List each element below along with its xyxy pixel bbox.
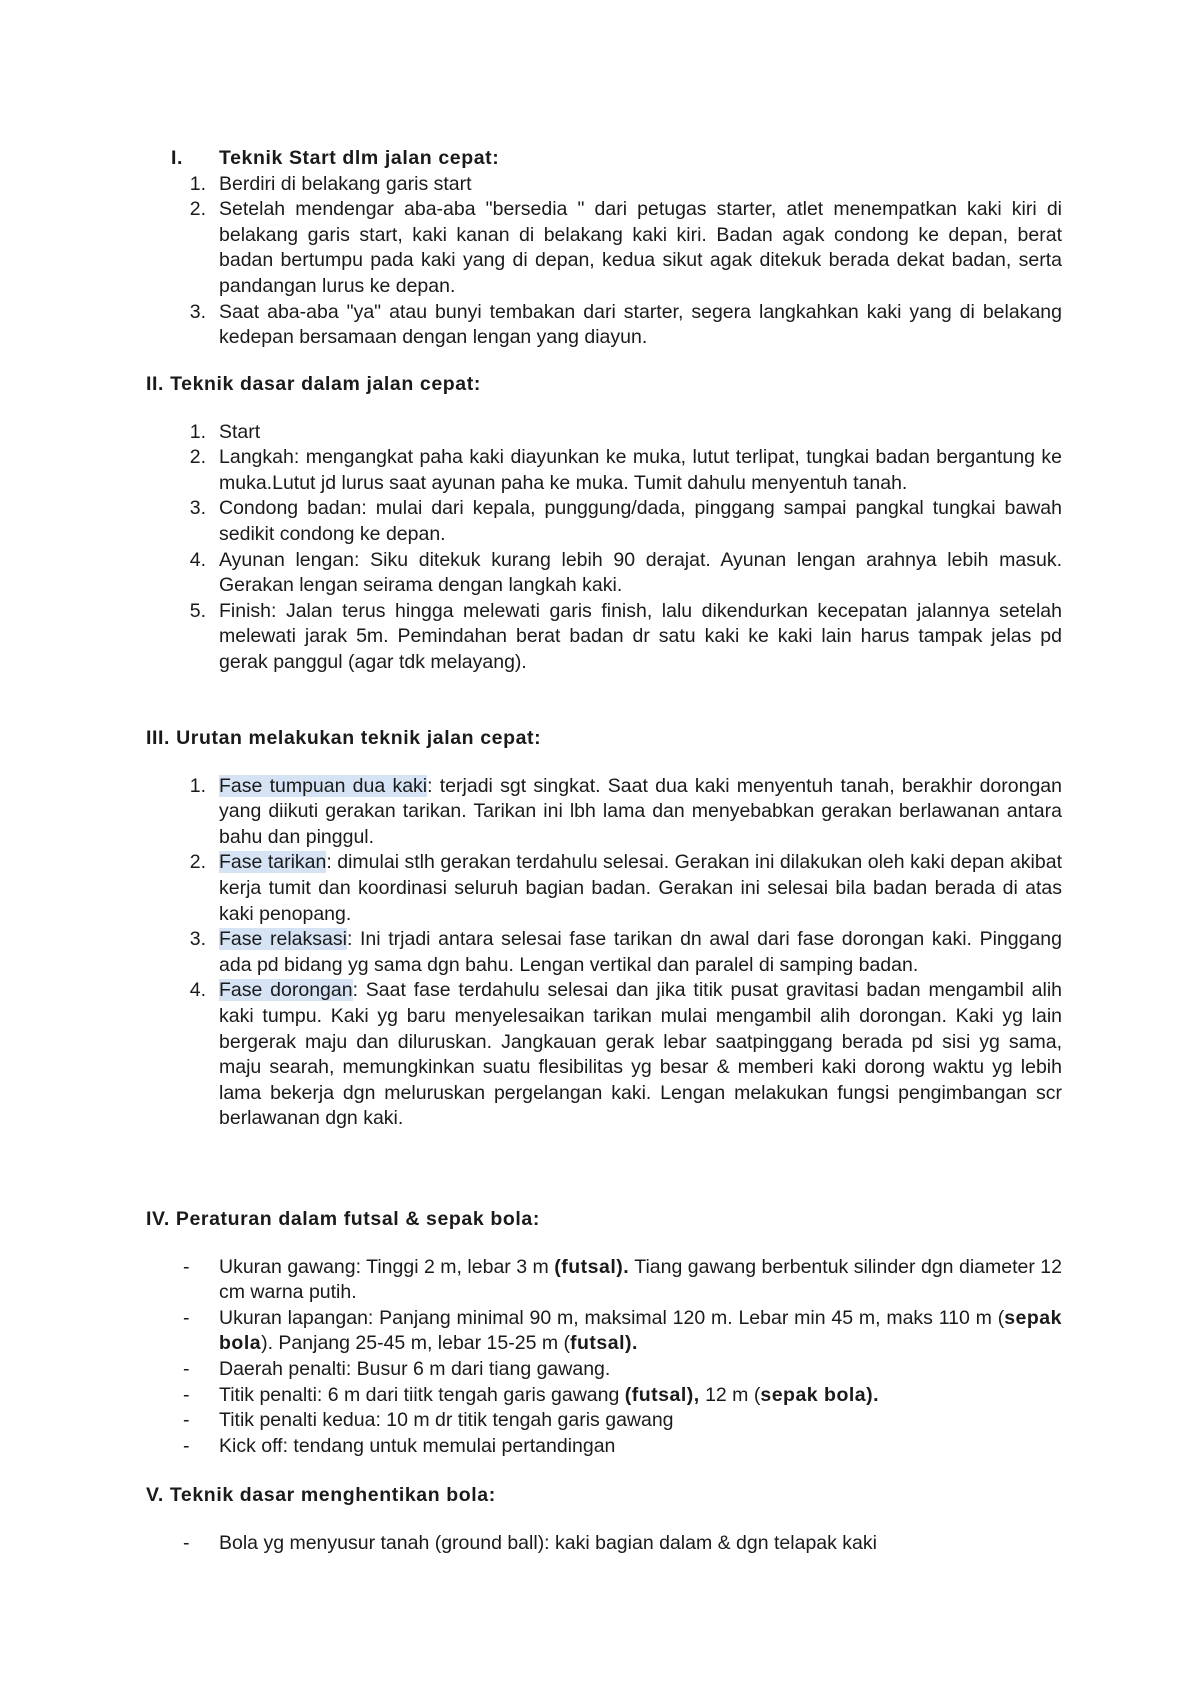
- item-text: Setelah mendengar aba-aba "bersedia " dari petugas starter, atlet menempatkan kaki kiri di belakang garis start, kaki kanan di belakang kaki kiri. Badan agak condong ke depan, berat badan bertumpu pada kaki yang di depan, kedua sikut agak ditekuk berada dekat badan, serta pandangan lurus ke depan.: [219, 198, 1062, 297]
- section-5: [146, 1483, 1062, 1556]
- item-text: [219, 978, 1062, 1132]
- section-3-title: III. Urutan melakukan teknik jalan cepat:: [146, 727, 542, 749]
- section-2-list: [146, 420, 1062, 676]
- item-number: 3.: [189, 300, 206, 323]
- section-1-heading: [146, 146, 1062, 172]
- section-4: [146, 1207, 1062, 1459]
- dash-bullet: -: [183, 1434, 190, 1457]
- list-item: [146, 927, 1062, 978]
- item-text: Daerah penalti: Busur 6 m dari tiang gawang.: [219, 1357, 611, 1380]
- section-1-number: I.: [171, 147, 184, 169]
- list-item: [146, 599, 1062, 676]
- item-body: : Saat fase terdahulu selesai dan jika titik pusat gravitasi badan mengambil alih kaki tumpu. Kaki yg baru menyelesaikan tarikan mulai mengambil alih dorongan. Kaki yg lain bergerak maju dan diluruskan. Jangkauan gerak lebar saatpinggang berada pd sisi yg sama, maju searah, memungkinkan suatu flesibilitas yg besar & memberi kaki dorong waktu yg lebih lama bekerja dgn meluruskan pergelangan kaki. Lengan melakukan fungsi pengimbangan scr berlawanan dgn kaki.: [219, 979, 1062, 1130]
- list-item: [146, 1306, 1062, 1357]
- item-number: 5.: [189, 599, 206, 622]
- section-5-list: [146, 1531, 1062, 1557]
- dash-bullet: -: [183, 1255, 190, 1278]
- list-item: [146, 1531, 1062, 1557]
- highlighted-term: Fase tarikan: [219, 851, 327, 874]
- item-text: [219, 850, 1062, 927]
- item-number: 2.: [189, 446, 206, 469]
- item-number: 1.: [189, 420, 206, 443]
- item-text: Titik penalti kedua: 10 m dr titik tengah garis gawang: [219, 1409, 674, 1432]
- list-item: [146, 774, 1062, 851]
- item-text: Titik penalti: 6 m dari tiitk tengah garis gawang (futsal), 12 m (sepak bola).: [219, 1383, 880, 1406]
- list-item: [146, 172, 1062, 198]
- section-2-title: II. Teknik dasar dalam jalan cepat:: [146, 373, 481, 395]
- section-5-title: V. Teknik dasar menghentikan bola:: [146, 1484, 496, 1506]
- dash-bullet: -: [183, 1531, 190, 1554]
- dash-bullet: -: [183, 1409, 190, 1432]
- item-text: Ukuran lapangan: Panjang minimal 90 m, maksimal 120 m. Lebar min 45 m, maks 110 m (sepak bola). Panjang 25-45 m, lebar 15-25 m (futsal).: [219, 1306, 1062, 1355]
- list-item: [146, 1383, 1062, 1409]
- item-number: 2.: [189, 198, 206, 221]
- item-number: 3.: [189, 928, 206, 951]
- item-text: Langkah: mengangkat paha kaki diayunkan ke muka, lutut terlipat, tungkai badan bergantung ke muka.Lutut jd lurus saat ayunan paha ke muka. Tumit dahulu menyentuh tanah.: [219, 446, 1062, 494]
- item-text: Ukuran gawang: Tinggi 2 m, lebar 3 m (futsal). Tiang gawang berbentuk silinder dgn diameter 12 cm warna putih.: [219, 1255, 1062, 1304]
- list-item: [146, 496, 1062, 547]
- item-text: Condong badan: mulai dari kepala, punggung/dada, pinggang sampai pangkal tungkai bawah sedikit condong ke depan.: [219, 497, 1062, 545]
- item-text: [219, 774, 1062, 851]
- item-text: Ayunan lengan: Siku ditekuk kurang lebih 90 derajat. Ayunan lengan arahnya lebih masuk. Gerakan lengan seirama dengan langkah kaki.: [219, 548, 1062, 597]
- section-1-list: [146, 172, 1062, 351]
- section-1: [146, 146, 1062, 351]
- list-item: [146, 978, 1062, 1132]
- item-text: Kick off: tendang untuk memulai pertandingan: [219, 1434, 616, 1457]
- item-body: : terjadi sgt singkat. Saat dua kaki menyentuh tanah, berakhir dorongan yang diikuti gerakan tarikan. Tarikan ini lbh lama dan menyebabkan gerakan berlawanan antara bahu dan pinggul.: [219, 774, 1062, 848]
- item-body: : dimulai stlh gerakan terdahulu selesai. Gerakan ini dilakukan oleh kaki depan akibat kerja tumit dan koordinasi seluruh bagian badan. Gerakan ini selesai bila badan berada di atas kaki penopang.: [219, 851, 1062, 925]
- dash-bullet: -: [183, 1383, 190, 1406]
- item-number: 1.: [189, 774, 206, 797]
- dash-bullet: -: [183, 1357, 190, 1380]
- item-number: 1.: [189, 172, 206, 195]
- item-text: [219, 927, 1062, 978]
- item-number: 3.: [189, 497, 206, 520]
- item-number: 4.: [189, 548, 206, 571]
- list-item: [146, 1434, 1062, 1460]
- section-4-title: IV. Peraturan dalam futsal & sepak bola:: [146, 1208, 540, 1230]
- list-item: [146, 300, 1062, 351]
- item-text: Saat aba-aba "ya" atau bunyi tembakan dari starter, segera langkahkan kaki yang di belakang kedepan bersamaan dengan lengan yang diayun.: [219, 300, 1062, 349]
- list-item: [146, 445, 1062, 496]
- highlighted-term: Fase tumpuan dua kaki: [219, 774, 428, 797]
- list-item: [146, 197, 1062, 299]
- item-text: Finish: Jalan terus hingga melewati garis finish, lalu dikendurkan kecepatan jalannya setelah melewati jarak 5m. Pemindahan berat badan dr satu kaki ke kaki lain harus tampak jelas pd gerak panggul (agar tdk melayang).: [219, 599, 1062, 673]
- list-item: [146, 1357, 1062, 1383]
- list-item: [146, 850, 1062, 927]
- highlighted-term: Fase dorongan: [219, 979, 353, 1002]
- highlighted-term: Fase relaksasi: [219, 928, 347, 951]
- list-item: [146, 420, 1062, 446]
- section-2: [146, 372, 1062, 676]
- item-body: : Ini trjadi antara selesai fase tarikan dn awal dari fase dorongan kaki. Pinggang ada pd bidang yg sama dgn bahu. Lengan vertikal dan paralel di samping badan.: [219, 928, 1062, 976]
- item-text: Start: [219, 420, 261, 443]
- item-number: 2.: [189, 851, 206, 874]
- list-item: [146, 1408, 1062, 1434]
- dash-bullet: -: [183, 1306, 190, 1329]
- list-item: [146, 548, 1062, 599]
- list-item: [146, 1255, 1062, 1306]
- section-3-list: [146, 774, 1062, 1132]
- section-4-list: [146, 1255, 1062, 1460]
- item-number: 4.: [189, 979, 206, 1002]
- item-text: Bola yg menyusur tanah (ground ball): kaki bagian dalam & dgn telapak kaki: [219, 1531, 877, 1554]
- item-text: Berdiri di belakang garis start: [219, 172, 472, 195]
- section-1-title: Teknik Start dlm jalan cepat:: [219, 147, 500, 169]
- section-3: [146, 726, 1062, 1132]
